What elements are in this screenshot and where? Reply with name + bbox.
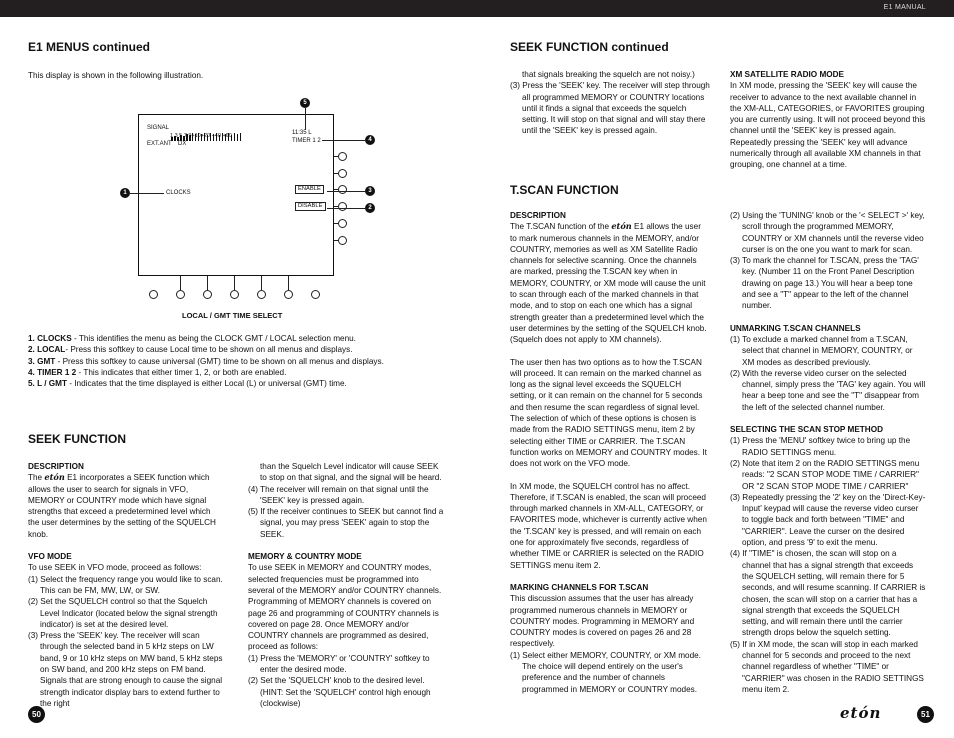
callout-3: 3 — [365, 186, 375, 196]
softkey-right-6[interactable] — [338, 236, 347, 245]
definition-item: 2. LOCAL- Press this softkey to cause Local time to be shown on all menus and displays. — [28, 345, 353, 355]
dx-label: DX — [178, 141, 187, 147]
scan-stop-step: (2) Note that item 2 on the RADIO SETTINGS menu reads: "2 SCAN STOP MODE TIME / CARRIER" OR "2 SCAN STOP MODE TIME / CARRIER" — [730, 458, 920, 491]
page-number-right: 51 — [917, 706, 934, 723]
tscan-heading: T.SCAN FUNCTION — [510, 183, 619, 197]
enable-box: ENABLE — [295, 185, 324, 194]
xm-column — [730, 69, 926, 171]
tscan-column-1 — [510, 210, 708, 695]
seek-step: (5) If the receiver continues to SEEK but cannot find a signal, you may press 'SEEK' again to stop the SEEK. — [248, 507, 444, 539]
brand-name: etón — [44, 472, 65, 483]
callout-4: 4 — [365, 135, 375, 145]
definition-item: 4. TIMER 1 2 - This indicates that either timer 1, 2, or both are enabled. — [28, 367, 287, 377]
xm-text: In XM mode, pressing the 'SEEK' key will cause the receiver to advance to the next available channel in the XM-ALL, CATEGORIES, or FAVORITES grouping you are currently using. It will not proceed beyond this channel until the 'SEEK' key is pressed again. Repeatedly pressing the 'SEEK' key will advance numerically through all available XM channels in that grouping, one channel at a time. — [730, 81, 926, 170]
seek-step: (4) The receiver will remain on that signal until the 'SEEK' key is pressed again. — [248, 484, 429, 505]
callout-5: 5 — [300, 98, 310, 108]
softkey-bottom-6[interactable] — [284, 290, 293, 299]
description-heading: DESCRIPTION — [510, 211, 566, 220]
softkey-bottom-7[interactable] — [311, 290, 320, 299]
unmarking-step: (2) With the reverse video curser on the selected channel, simply press the 'TAG' key again. You will hear a beep tone and see the "T" disappear from the left of the selected channel number. — [730, 368, 926, 412]
clocks-label: CLOCKS — [166, 190, 191, 196]
left-heading: E1 MENUS continued — [28, 40, 151, 54]
page-number-left: 50 — [28, 706, 45, 723]
softkey-bottom-3[interactable] — [203, 290, 212, 299]
vfo-step: (2) Set the SQUELCH control so that the Squelch Level Indicator (located below the signal strength indicator) is set at the desired level. — [28, 597, 218, 629]
signal-label: SIGNAL — [147, 125, 170, 131]
unmarking-step: (1) To exclude a marked channel from a T.SCAN, select that channel in MEMORY, COUNTRY, or XM modes as described previously. — [730, 334, 913, 367]
right-heading: SEEK FUNCTION continued — [510, 40, 669, 54]
definition-item: 3. GMT - Press this softkey to cause universal (GMT) time to be shown on all menus and displays. — [28, 356, 384, 366]
softkey-right-local[interactable] — [338, 202, 347, 211]
callout-1: 1 — [120, 188, 130, 198]
softkey-right-1[interactable] — [338, 152, 347, 161]
scan-stop-step: (4) If "TIME" is chosen, the scan will stop on a channel that has a signal strength that exceeds the SQUELCH setting, will remain there for 5 seconds, and will resume scanning. If CARRIER is chosen, the scan will stop on a carrier that has a signal strength that exceeds the SQUELCH setting, and will remain there until the carrier strength drops below the squelch setting. — [730, 549, 926, 638]
definitions-list — [28, 333, 478, 389]
definition-item: 5. L / GMT - Indicates that the time displayed is either Local (L) or universal (GMT) time. — [28, 379, 347, 389]
memory-step: (2) Set the 'SQUELCH' knob to the desired level. (HINT: Set the 'SQUELCH' control high enough (clockwise) — [248, 676, 431, 708]
xm-heading: XM SATELLITE RADIO MODE — [730, 70, 845, 79]
softkey-bottom-1[interactable] — [149, 290, 158, 299]
marking-step: (1) Select either MEMORY, COUNTRY, or XM mode. The choice will depend entirely on the user's preference and the number of channels programmed in MEMORY or COUNTRY modes. — [510, 650, 701, 694]
softkey-right-gmt[interactable] — [338, 185, 347, 194]
scan-stop-step: (5) If in XM mode, the scan will stop in each marked channel for 5 seconds and proceed to the next channel regardless of whether "TIME" or "CARRIER" was chosen in the RADIO SETTINGS menu item 2. — [730, 639, 924, 694]
softkey-bottom-2[interactable] — [176, 290, 185, 299]
marking-step: (3) To mark the channel for T.SCAN, press the 'TAG' key. (Number 11 on the Front Panel Description drawing on page 13.) You will hear a beep tone and see a "T" appear to the left of the channel number. — [730, 256, 919, 311]
unmarking-heading: UNMARKING T.SCAN CHANNELS — [730, 323, 861, 333]
memory-step: (1) Press the 'MEMORY' or 'COUNTRY' softkey to enter the desired mode. — [248, 653, 430, 675]
eton-logo: etón — [840, 704, 882, 722]
vfo-step: (3) Press the 'SEEK' key. The receiver will scan through the selected band in 5 kHz steps on LW band, 9 or 10 kHz steps on MW band, 5 kHz steps on SW band, and 200 kHz steps on FM band. Signals that are strong enough to cause the signal strength indicator display bars to extend further to the right — [28, 631, 223, 708]
intro-text: This display is shown in the following illustration. — [28, 71, 204, 80]
marking-text: This discussion assumes that the user has already programmed numerous channels in MEMORY or COUNTRY modes. Programming in MEMORY and COUNTRY modes is covered on pages 26 and 28 respectively. — [510, 594, 695, 649]
scan-stop-heading: SELECTING THE SCAN STOP METHOD — [730, 425, 883, 435]
seek-column-1 — [28, 461, 223, 709]
diagram-caption: LOCAL / GMT TIME SELECT — [182, 311, 283, 320]
seek-description: The etón E1 incorporates a SEEK function which allows the user to search for signals in VFO, MEMORY or COUNTRY mode which have signal strengths that exceed a predetermined level which the user determines by the setting of the SQUELCH knob. — [28, 472, 216, 539]
memory-intro: To use SEEK in MEMORY and COUNTRY modes, selected frequencies must be programmed into several of the MEMORY and/or COUNTRY channels. Programming of MEMORY channels is covered on page 26 and programming of COUNTRY channels is covered on page 28. Once MEMORY and/or COUNTRY channels are programmed as desired, proceed as follows: — [248, 563, 442, 652]
brand-name: etón — [611, 221, 632, 232]
disable-box: DISABLE — [295, 202, 326, 211]
marking-step: (2) Using the 'TUNING' knob or the '< SELECT >' key, scroll through the programmed MEMORY, COUNTRY or XM channels until the reverse video curser is on the one you want to mark for scan. — [730, 211, 925, 254]
scan-stop-step: (1) Press the 'MENU' softkey twice to bring up the RADIO SETTINGS menu. — [730, 436, 911, 457]
top-bar — [0, 0, 954, 17]
vfo-heading: VFO MODE — [28, 552, 72, 562]
marking-heading: MARKING CHANNELS FOR T.SCAN — [510, 582, 649, 592]
signal-bars — [171, 123, 243, 131]
softkey-right-2[interactable] — [338, 169, 347, 178]
tscan-options-text: The user then has two options as to how the T.SCAN will proceed. It can remain on the marked channel as long as the signal level exceeds the SQUELCH setting, or it can remain on the channel for 5 seconds and then resume the scan regardless of signal level. The selection of which of these options is chosen is made from the RADIO SETTINGS menu, item 2 by selecting either TIME or CARRIER. The T.SCAN function works on MEMORY and COUNTRY modes. It does not work on the VFO mode. — [510, 357, 707, 469]
ext-ant-label: EXT.ANT — [147, 141, 172, 147]
tscan-xm-text: In XM mode, the SQUELCH control has no affect. Therefore, if T.SCAN is enabled, the scan will proceed through marked channels in XM-ALL, CATEGORY, or FAVORITES mode, whichever is currently active when the 'T.SCAN' key is pressed, and will remain on each one for approximately five seconds, regardless of whether TIME or CARRIER is selected on the RADIO SETTINGS menu item 2. — [510, 481, 707, 570]
memory-country-heading: MEMORY & COUNTRY MODE — [248, 552, 362, 562]
seek-continued-column — [510, 69, 710, 137]
manual-label: E1 MANUAL — [883, 4, 926, 11]
seek-column-2 — [248, 461, 444, 709]
seek-step: (3) Press the 'SEEK' key. The receiver will step through all programmed MEMORY or COUNTRY locations until it finds a signal that exceeds the squelch setting. It will stop on that signal and will stay there until the 'SEEK' key is pressed again. — [510, 81, 710, 136]
continued-text: that signals breaking the squelch are not noisy.) — [522, 70, 695, 79]
continued-text: than the Squelch Level indicator will cause SEEK to stop on that signal, and the signal will be heard. — [260, 462, 442, 483]
scan-stop-step: (3) Repeatedly pressing the '2' key on the 'Direct-Key-Input' keypad will cause the reverse video curser to toggle back and forth between "TIME" and "CARRIER". Leave the curser on the desired option, and press '9' to exit the menu. — [730, 492, 926, 548]
description-heading: DESCRIPTION — [28, 462, 84, 471]
callout-2: 2 — [365, 203, 375, 213]
vfo-step: (1) Select the frequency range you would like to scan. This can be FM, MW, LW, or SW. — [28, 574, 223, 595]
time-display: 11:35 L — [292, 130, 312, 136]
vfo-intro: To use SEEK in VFO mode, proceed as follows: — [28, 563, 202, 573]
definition-item: 1. CLOCKS - This identifies the menu as being the CLOCK GMT / LOCAL selection menu. — [28, 334, 356, 343]
softkey-bottom-4[interactable] — [230, 290, 239, 299]
seek-heading: SEEK FUNCTION — [28, 432, 127, 446]
timer-display: TIMER 1 2 — [292, 138, 321, 144]
tscan-description: The T.SCAN function of the etón E1 allows the user to mark numerous channels in the MEMORY, and/or COUNTRY, memories as well as XM Satellite Radio channels for selective scanning. Once the channels are marked, pressing the T.SCAN key when in MEMORY, COUNTRY, or XM mode will cause the unit to scan through each of the marked channels in that mode, and to stop on each one which has a signal strength greater than a predetermined level which the user determines by the setting of the SQUELCH knob. (Squelch does not apply to XM channels). — [510, 221, 707, 345]
softkey-bottom-5[interactable] — [257, 290, 266, 299]
signal-scale: 1 3 5 7 9+10+20 +40 +60 — [170, 133, 232, 139]
tscan-column-2 — [730, 210, 926, 695]
softkey-right-5[interactable] — [338, 219, 347, 228]
